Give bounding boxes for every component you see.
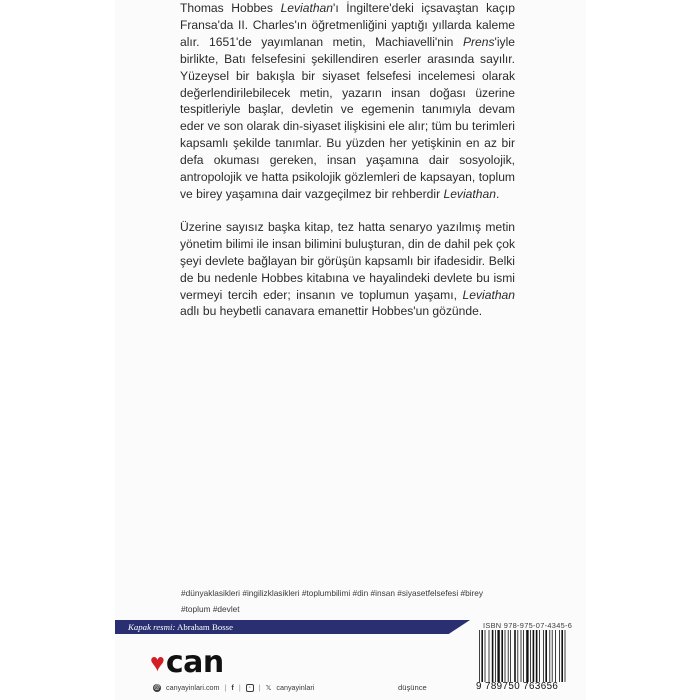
hashtag-line-2: #toplum #devlet [181,603,240,614]
publisher-handle: canyayinlari [276,683,315,692]
text-run: . [495,186,500,201]
text-run: Thomas Hobbes [180,1,281,15]
barcode-bar [536,630,538,682]
text-run: 'ı İngiltere'deki içsavaştan kaçıp Fransa'da II. Charles'ın öğretmenliğini yaptığı yıllarda kaleme alır. 1651'de yayımlanan metin, Machiavelli'nin [180,1,516,49]
barcode-bar [523,630,524,682]
barcode-bar [508,630,509,682]
barcode-bar [510,630,511,682]
barcode-bar [501,630,503,682]
publisher-website: canyayinlari.com [166,683,220,692]
barcode-bar [479,630,480,682]
barcode-bar [489,630,490,682]
barcode-bar [530,630,531,682]
barcode-bar [565,630,566,682]
text-run: Üzerine sayısız başka kitap, tez hatta senaryo yazılmış metin yönetim bilimi ile insan bilimini buluşturan, din de dahil pek çok şeyi devlete bağlayan bir görüşün kapsamlı bir ifadesidir. Belki de bu nedenle Hobbes kitabına ve hayalindeki devlete bu ismi vermeyi tercih eder; insanın ve toplumun yaşamı, [180,219,515,302]
italic-title: Prens [462,34,495,49]
text-run: adlı bu heybetli canavara emanettir Hobbes'un gözünde. [180,304,483,319]
barcode-bar [495,630,496,682]
barcode-bar [543,630,544,682]
heart-icon: ♥ [150,648,165,677]
barcode-bar [559,630,560,682]
separator: | [224,683,227,692]
separator: | [238,683,241,692]
barcode-bar [497,630,499,682]
italic-title: Leviathan [443,186,496,201]
barcode-bar [526,630,528,682]
barcode-bar [492,630,494,682]
x-icon: 𝕏 [265,683,272,692]
description-paragraph-2 [180,219,515,320]
italic-title: Leviathan [280,1,334,15]
instagram-icon: ◦ [246,684,254,692]
publisher-footer [153,683,314,692]
description-text [180,0,515,320]
barcode-bar [555,630,556,682]
barcode-bar [549,630,550,682]
publisher-logo [150,645,224,680]
text-run: 'iyle birlikte, Batı felsefesini şekillendiren eserler arasında sayılır. Yüzeysel bir bakışla bir siyaset felsefesi incelemesi olarak değerlendirilebilecek metin, yazarın insan doğası üzerine tespitleriyle başlar, devletin ve egemenin tanımıyla devam eder ve son olarak din-siyaset ilişkisini ele alır; tüm bu terimleri kapsamlı şekilde tanımlar. Bu yüzden her yetişkinin en az bir defa okuması gereken, insan yaşamına dair sosyolojik, antropolojik ve hatta psikolojik gözlemleri de kapsayan, toplum ve birey yaşamına dair vazgeçilmez bir rehberdir [180,34,515,201]
separator: | [258,683,261,692]
cover-credit [128,620,233,634]
description-paragraph-1 [180,0,515,203]
isbn-label: ISBN 978-975-07-4345-6 [483,621,573,630]
barcode-bar [539,630,540,682]
barcode-icon [478,630,573,682]
barcode-bar [545,630,547,682]
web-icon: @ [153,684,161,691]
barcode-bar [521,630,522,682]
category-label: düşünce [398,683,427,692]
hashtag-line-1: #dünyaklasikleri #ingilizklasikleri #toplumbilimi #din #insan #siyasetfelsefesi #birey [181,588,484,598]
barcode-bar [481,630,483,682]
barcode-bar [514,630,516,682]
cover-credit-name: Abraham Bosse [177,622,233,632]
barcode-bar [505,630,506,682]
barcode-bar [517,630,518,682]
barcode-digits: 9 789750 763656 [476,681,559,692]
barcode-bar [485,630,486,682]
barcode-bar [552,630,553,682]
barcode-bar [533,630,535,682]
italic-title: Leviathan [462,287,515,302]
cover-credit-label: Kapak resmi: [128,622,176,632]
facebook-icon: f [231,683,234,692]
hashtag-list [181,586,526,617]
barcode-bar [561,630,563,682]
publisher-logo-text: can [165,645,224,680]
